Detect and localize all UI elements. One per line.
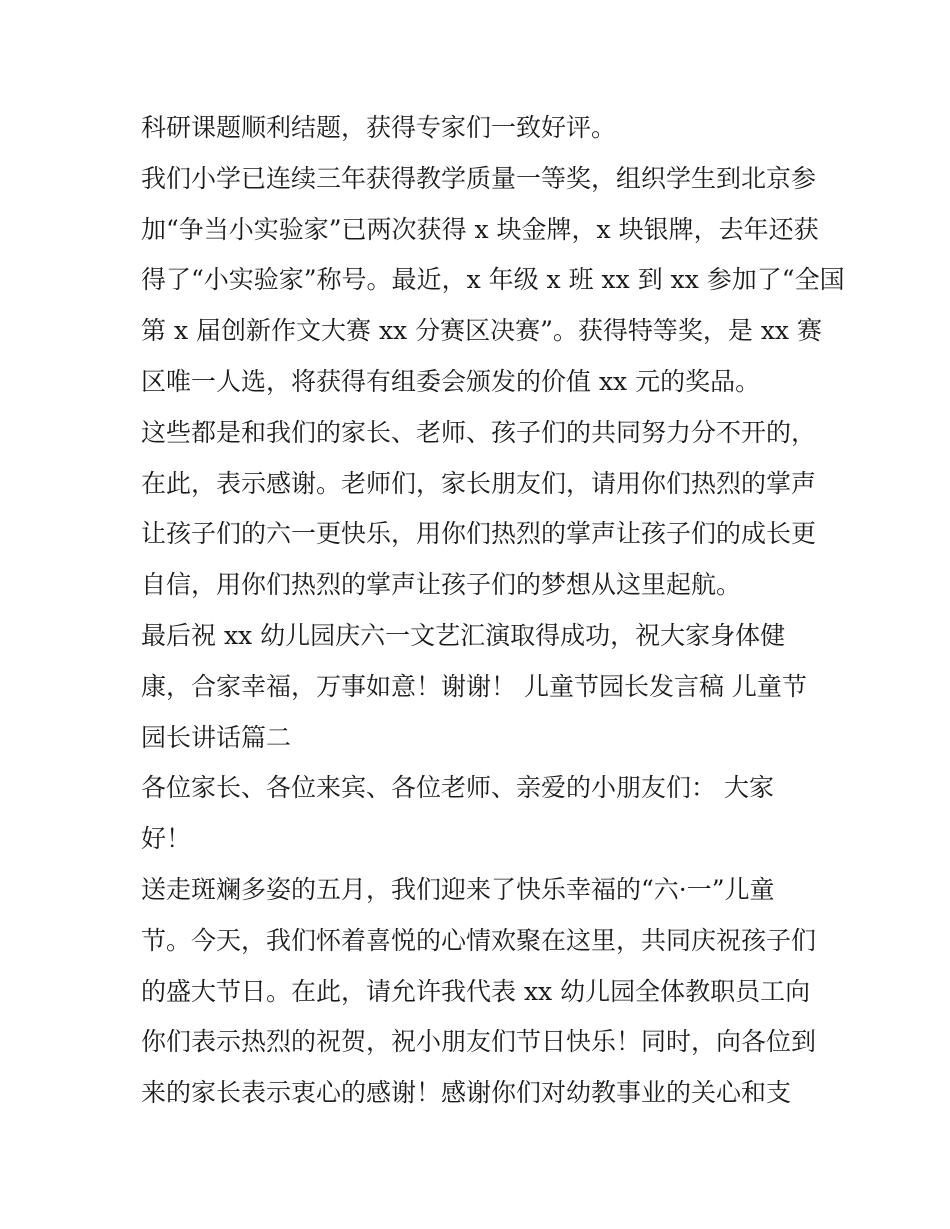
text-line: 送走斑斓多姿的五月，我们迎来了快乐幸福的“六·一”儿童: [141, 874, 775, 904]
text-line: 自信，用你们热烈的掌声让孩子们的梦想从这里起航。: [141, 570, 742, 600]
text-line: 你们表示热烈的祝贺，祝小朋友们节日快乐！同时，向各位到: [141, 1027, 817, 1057]
text-line: 各位家长、各位来宾、各位老师、亲爱的小朋友们： 大家: [141, 773, 774, 803]
text-line: 来的家长表示衷心的感谢！感谢你们对幼教事业的关心和支: [141, 1078, 792, 1108]
text-line: 康，合家幸福，万事如意！谢谢！ 儿童节园长发言稿 儿童节: [141, 671, 807, 701]
text-line: 节。今天，我们怀着喜悦的心情欢聚在这里，共同庆祝孩子们: [141, 925, 817, 955]
text-line: 这些都是和我们的家长、老师、孩子们的共同努力分不开的，: [141, 417, 817, 447]
text-line: 加“争当小实验家”已两次获得 x 块金牌，x 块银牌，去年还获: [141, 214, 819, 244]
text-line: 最后祝 xx 幼儿园庆六一文艺汇演取得成功，祝大家身体健: [141, 620, 786, 650]
text-line: 好！: [141, 824, 192, 854]
text-line: 让孩子们的六一更快乐，用你们热烈的掌声让孩子们的成长更: [141, 519, 817, 549]
text-line: 第 x 届创新作文大赛 xx 分赛区决赛”。获得特等奖，是 xx 赛: [141, 316, 822, 346]
text-line: 我们小学已连续三年获得教学质量一等奖，组织学生到北京参: [141, 163, 817, 193]
text-line: 区唯一人选，将获得有组委会颁发的价值 xx 元的奖品。: [141, 366, 761, 396]
text-line: 的盛大节日。在此，请允许我代表 xx 幼儿园全体教职员工向: [141, 976, 811, 1006]
body-text: [141, 103, 845, 1119]
text-line: 科研课题顺利结题，获得专家们一致好评。: [141, 113, 617, 142]
text-line: 园长讲话篇二: [141, 722, 292, 752]
text-line: 得了“小实验家”称号。最近，x 年级 x 班 xx 到 xx 参加了“全国: [141, 265, 845, 295]
text-line: 在此，表示感谢。老师们，家长朋友们，请用你们热烈的掌声: [141, 468, 817, 498]
